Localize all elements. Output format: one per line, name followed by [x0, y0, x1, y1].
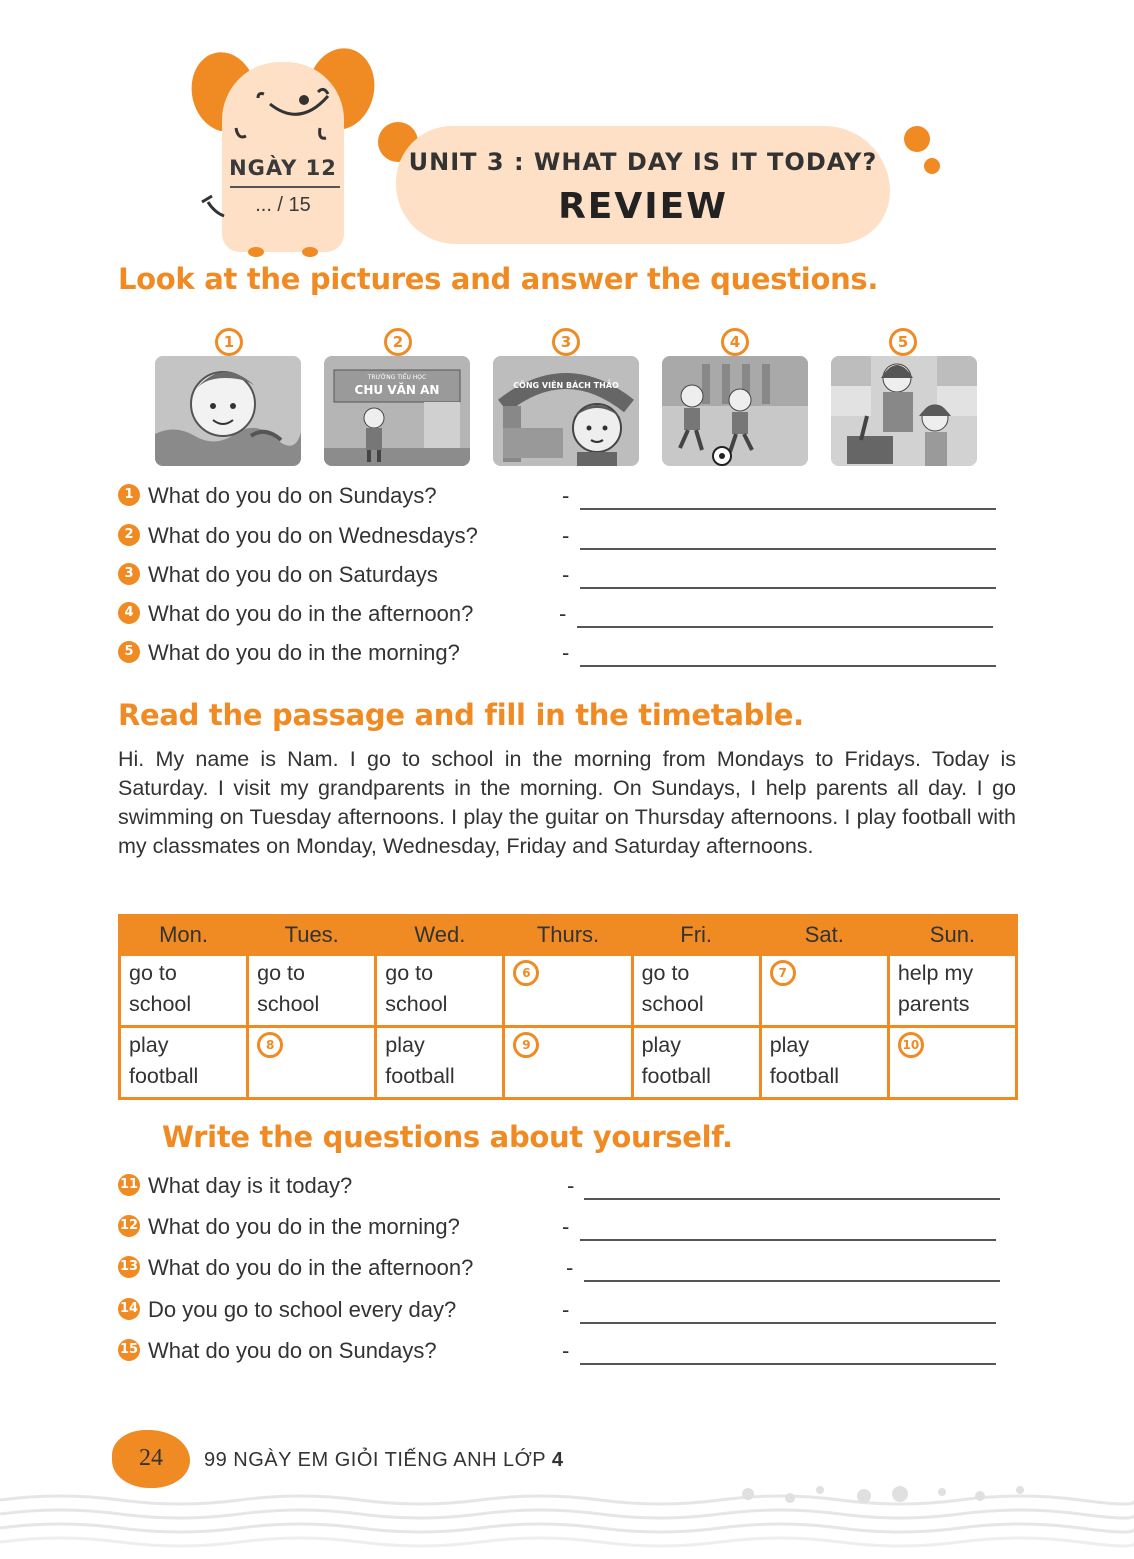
answer-line[interactable]	[580, 508, 996, 510]
timetable-cell: go to school	[248, 955, 376, 1027]
timetable-blank-cell[interactable]	[504, 1027, 632, 1099]
question-text: What do you do on Sundays?	[148, 483, 437, 508]
section1-title: Look at the pictures and answer the questions.	[118, 262, 879, 296]
answer-line[interactable]	[580, 665, 996, 667]
picture-number: 3	[552, 328, 580, 356]
question-text: What do you do in the morning?	[148, 1214, 460, 1239]
school-sign: CHU VĂN AN	[354, 383, 440, 397]
timetable-cell: play football	[760, 1027, 888, 1099]
picture-number: 2	[384, 328, 412, 356]
picture-number: 5	[889, 328, 917, 356]
timetable-cell: go to school	[632, 955, 760, 1027]
decor-dot	[904, 126, 930, 152]
school-sign-small: TRƯỜNG TIỂU HỌC	[367, 374, 427, 381]
question-number: 2	[118, 524, 140, 546]
day-header: Sun.	[888, 916, 1016, 955]
answer-dash: -	[562, 483, 570, 508]
timetable-cell: play football	[120, 1027, 248, 1099]
book-title-main: 99 NGÀY EM GIỎI TIẾNG ANH LỚP	[204, 1449, 552, 1471]
answer-dash: -	[562, 1338, 570, 1363]
answer-line[interactable]	[584, 1280, 1000, 1282]
wave-decoration	[0, 1480, 1134, 1559]
book-title-grade: 4	[551, 1449, 564, 1471]
timetable	[118, 914, 1018, 1100]
answer-dash: -	[562, 1297, 570, 1322]
answer-dash: -	[559, 601, 567, 626]
day-label: NGÀY 12	[229, 156, 337, 180]
answer-line[interactable]	[577, 626, 993, 628]
question-number: 14	[118, 1298, 140, 1320]
picture-school	[324, 356, 470, 466]
section2-title: Read the passage and fill in the timetable.	[118, 698, 804, 732]
answer-dash: -	[562, 562, 570, 587]
answer-line[interactable]	[584, 1198, 1000, 1200]
answer-dash: -	[562, 1214, 570, 1239]
answer-dash: -	[562, 523, 570, 548]
question-number: 3	[118, 563, 140, 585]
timetable-cell: go to school	[376, 955, 504, 1027]
answer-line[interactable]	[580, 1363, 996, 1365]
day-header: Sat.	[760, 916, 888, 955]
timetable-blank-cell[interactable]	[888, 1027, 1016, 1099]
question-text: What do you do on Saturdays	[148, 562, 438, 587]
answer-line[interactable]	[580, 1239, 996, 1241]
question-number: 5	[118, 641, 140, 663]
blank-number: 10	[898, 1032, 924, 1058]
day-header: Thurs.	[504, 916, 632, 955]
day-header: Fri.	[632, 916, 760, 955]
question-text: What do you do in the afternoon?	[148, 601, 474, 626]
question-text: What do you do on Sundays?	[148, 1338, 437, 1363]
section3-title: Write the questions about yourself.	[162, 1120, 733, 1154]
day-header: Tues.	[248, 916, 376, 955]
question-text: What do you do in the afternoon?	[148, 1255, 474, 1280]
answer-dash: -	[562, 640, 570, 665]
timetable-blank-cell[interactable]	[504, 955, 632, 1027]
timetable-blank-cell[interactable]	[760, 955, 888, 1027]
day-header: Mon.	[120, 916, 248, 955]
reading-passage: Hi. My name is Nam. I go to school in the morning from Mondays to Fridays. Today is Saturday. I visit my grandparents in the morning. On Sundays, I help parents all day. I go swimming on Tuesday afternoons. I play the guitar on Thursday afternoons. I play football with my classmates on Monday, Wednesday, Friday and Saturday afternoons.	[118, 747, 1016, 858]
question-number: 15	[118, 1339, 140, 1361]
question-text: What do you do on Wednesdays?	[148, 523, 478, 548]
picture-cooking	[831, 356, 977, 466]
picture-number: 1	[215, 328, 243, 356]
question-number: 4	[118, 602, 140, 624]
question-number: 11	[118, 1174, 140, 1196]
page-number: 24	[139, 1445, 163, 1471]
timetable-cell: help my parents	[888, 955, 1016, 1027]
picture-number: 4	[721, 328, 749, 356]
answer-dash: -	[567, 1173, 575, 1198]
timetable-blank-cell[interactable]	[248, 1027, 376, 1099]
park-sign: CÔNG VIÊN BÁCH THẢO	[513, 381, 619, 390]
blank-number: 8	[257, 1032, 283, 1058]
answer-line[interactable]	[580, 548, 996, 550]
answer-dash: -	[566, 1255, 574, 1280]
book-title	[204, 1449, 563, 1472]
picture-football	[662, 356, 808, 466]
answer-line[interactable]	[580, 587, 996, 589]
timetable-cell: go to school	[120, 955, 248, 1027]
timetable-header-row	[120, 916, 1017, 955]
score-field: ... / 15	[255, 194, 311, 216]
question-number: 1	[118, 484, 140, 506]
timetable-afternoon-row	[120, 1027, 1017, 1099]
answer-line[interactable]	[580, 1322, 996, 1324]
timetable-morning-row	[120, 955, 1017, 1027]
question-number: 13	[118, 1256, 140, 1278]
picture-swimming	[155, 356, 301, 466]
decor-dot	[924, 158, 940, 174]
timetable-cell: play football	[632, 1027, 760, 1099]
question-number: 12	[118, 1215, 140, 1237]
timetable-cell: play football	[376, 1027, 504, 1099]
blank-number: 7	[770, 960, 796, 986]
blank-number: 9	[513, 1032, 539, 1058]
blank-number: 6	[513, 960, 539, 986]
question-text: Do you go to school every day?	[148, 1297, 457, 1322]
unit-title: UNIT 3 : WHAT DAY IS IT TODAY?	[408, 148, 878, 176]
question-text: What day is it today?	[148, 1173, 353, 1198]
picture-park	[493, 356, 639, 466]
day-divider	[230, 186, 340, 188]
review-title: REVIEW	[558, 186, 728, 227]
day-header: Wed.	[376, 916, 504, 955]
question-text: What do you do in the morning?	[148, 640, 460, 665]
